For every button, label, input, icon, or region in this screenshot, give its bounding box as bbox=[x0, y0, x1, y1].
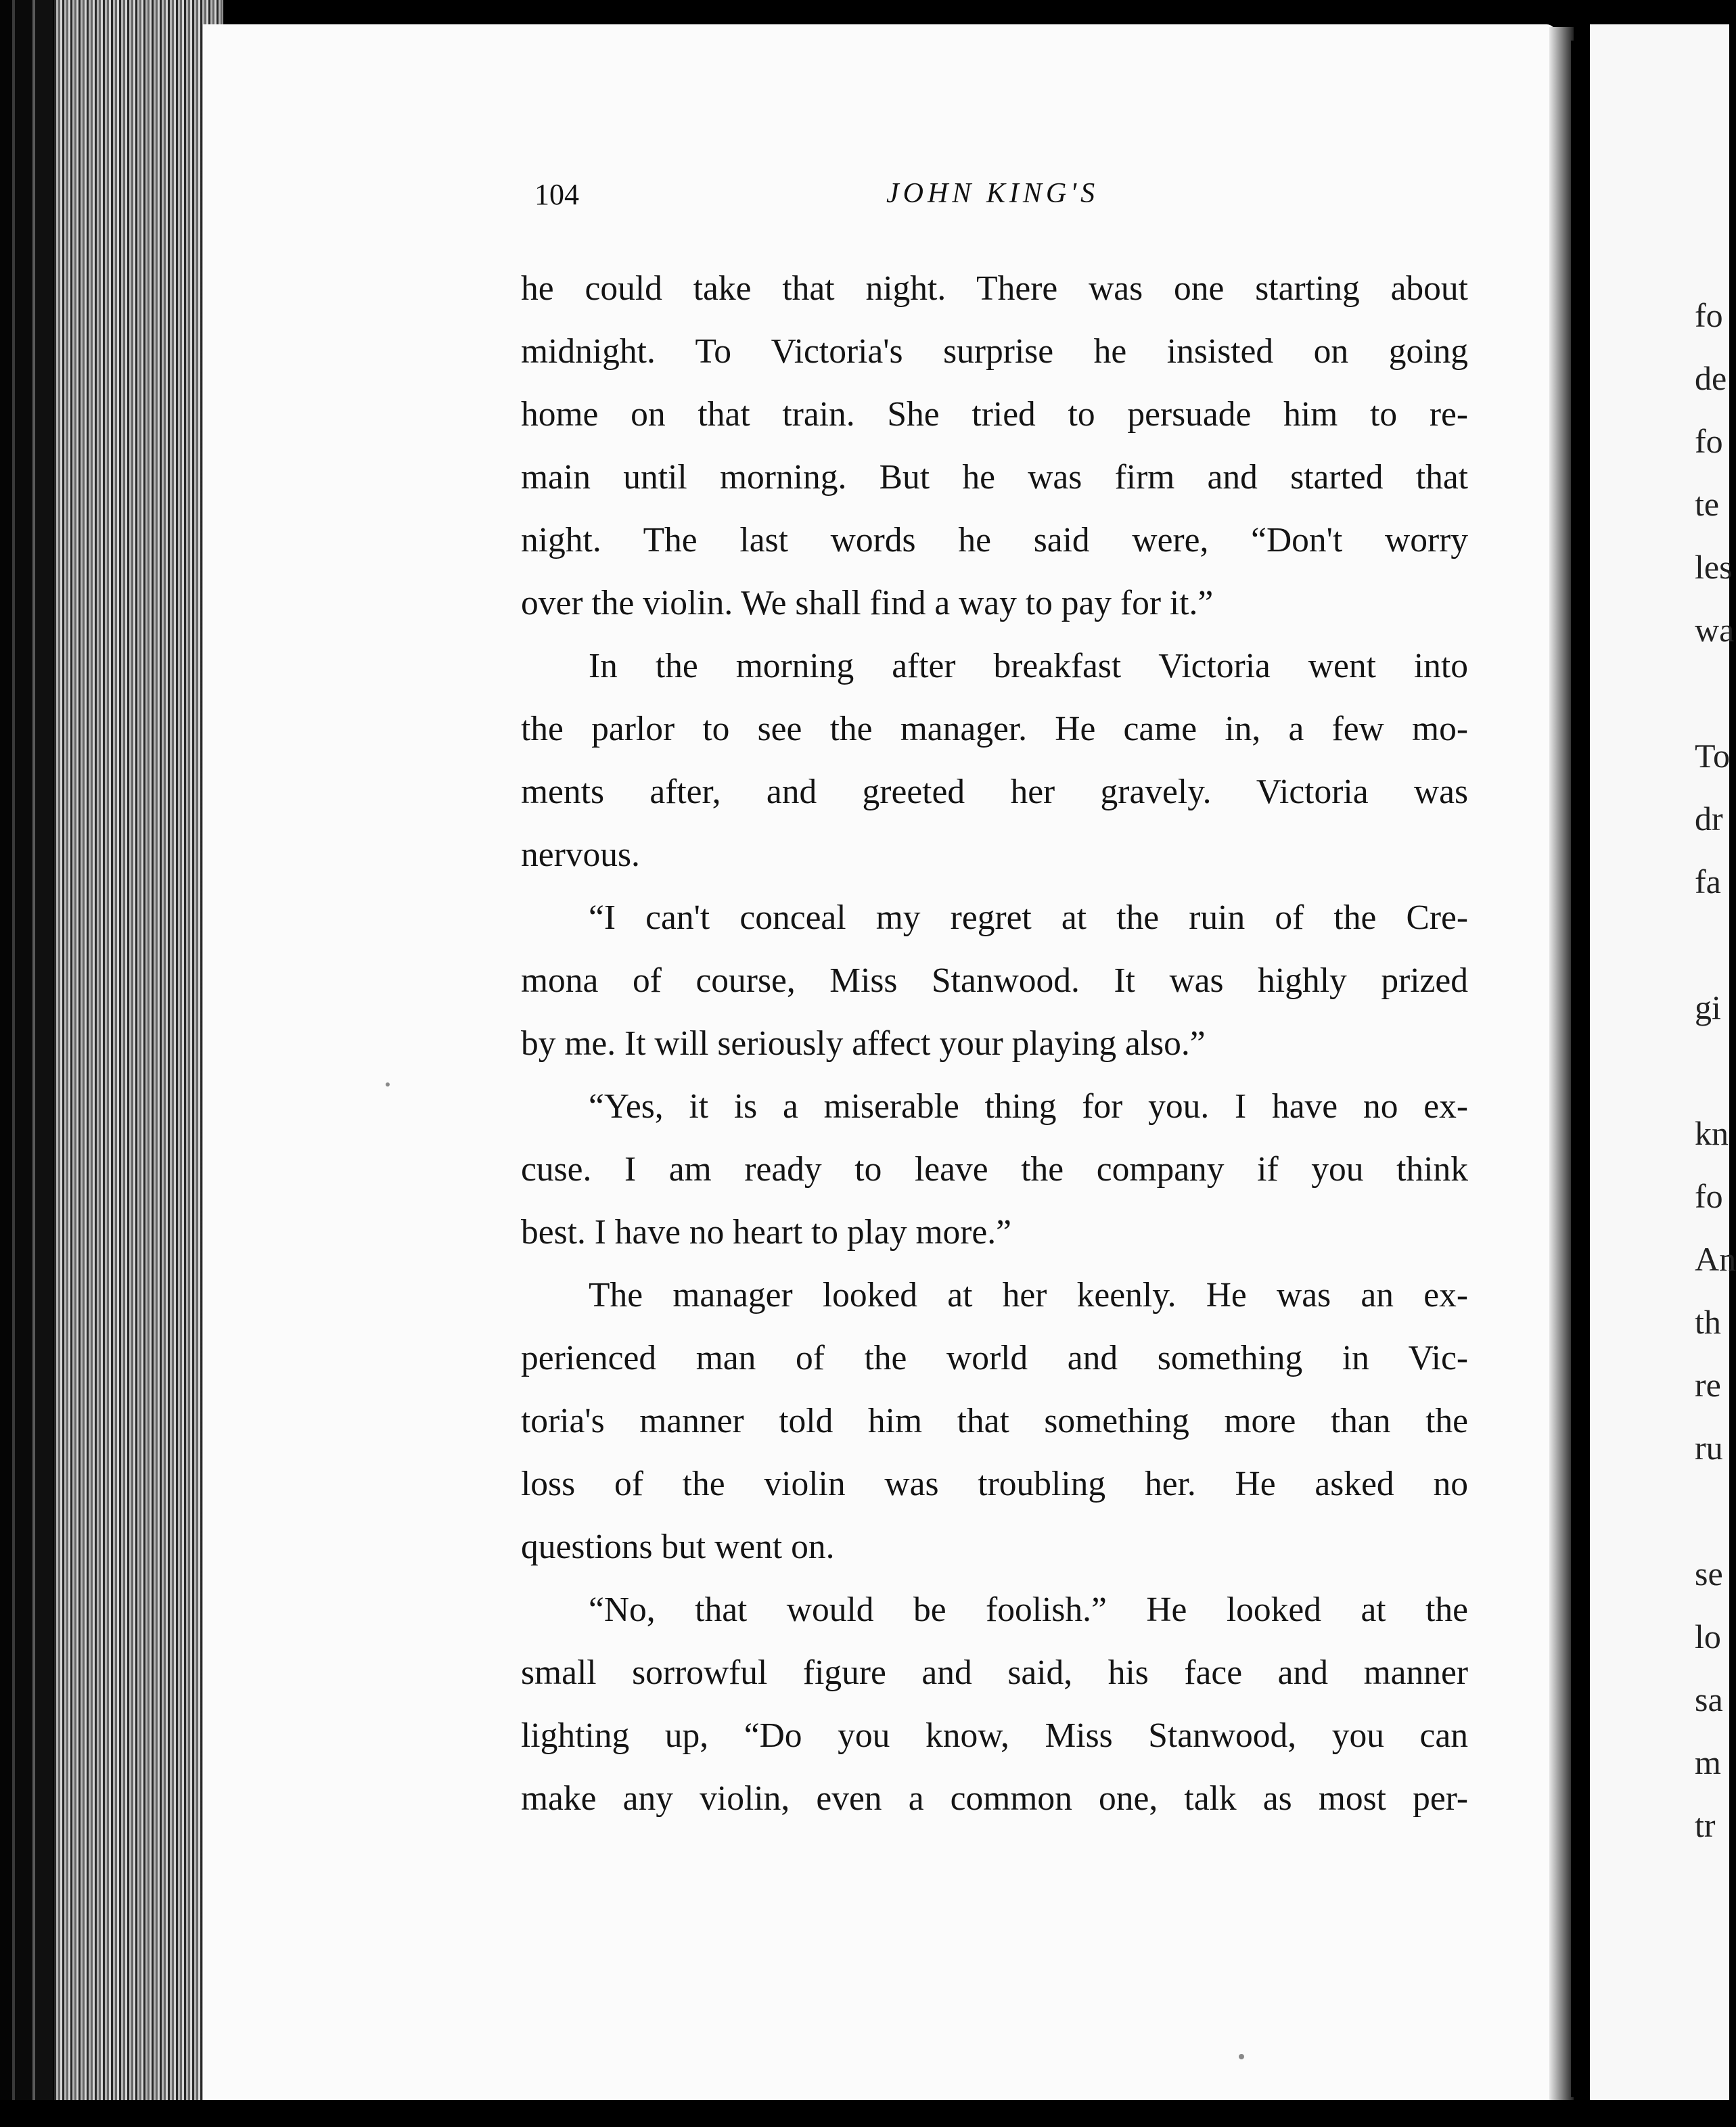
text-line: ments after, and greeted her gravely. Victoria was bbox=[521, 773, 1468, 811]
text-line: small sorrowful figure and said, his face and manner bbox=[521, 1653, 1468, 1692]
fragment-line: fa bbox=[1695, 863, 1721, 900]
text-line: perienced man of the world and something in Vic- bbox=[521, 1339, 1468, 1377]
fragment-line: gi bbox=[1695, 988, 1721, 1026]
page-edges bbox=[0, 0, 223, 2127]
text-line: make any violin, even a common one, talk as most per- bbox=[521, 1779, 1468, 1818]
text-line: questions but went on. bbox=[521, 1528, 835, 1566]
fragment-line: les bbox=[1695, 548, 1733, 586]
fragment-line: To bbox=[1695, 737, 1731, 775]
page-edges-striation bbox=[54, 0, 223, 2127]
fragment-line bbox=[1695, 1039, 1729, 1102]
paper-speck bbox=[386, 1082, 390, 1087]
fragment-line: wa bbox=[1695, 611, 1735, 649]
text-line: nervous. bbox=[521, 836, 640, 874]
running-head bbox=[534, 177, 1468, 218]
gutter-shadow bbox=[1549, 27, 1574, 2100]
fragment-line bbox=[1695, 913, 1729, 976]
text-line: “I can't conceal my regret at the ruin of the Cre- bbox=[589, 898, 1468, 937]
paper-speck bbox=[1239, 2054, 1244, 2059]
fragment-line: sa bbox=[1695, 1680, 1723, 1718]
text-line: home on that train. She tried to persuade him to re- bbox=[521, 395, 1468, 434]
scan-border-top bbox=[0, 0, 1729, 24]
fragment-line: fo bbox=[1695, 1177, 1723, 1215]
scan-border-bottom bbox=[0, 2100, 1729, 2127]
fragment-line: re bbox=[1695, 1366, 1721, 1404]
text-line: he could take that night. There was one starting about bbox=[521, 269, 1468, 308]
text-line: midnight. To Victoria's surprise he insisted on going bbox=[521, 332, 1468, 371]
fragment-line: An bbox=[1695, 1240, 1736, 1278]
text-line: by me. It will seriously affect your playing also.” bbox=[521, 1024, 1206, 1063]
fragment-line: tr bbox=[1695, 1806, 1716, 1844]
running-title: JOHN KING'S bbox=[886, 178, 1099, 209]
text-line: loss of the violin was troubling her. He asked no bbox=[521, 1465, 1468, 1503]
fragment-line: fo bbox=[1695, 422, 1723, 460]
fragment-line: lo bbox=[1695, 1618, 1721, 1655]
facing-page-text bbox=[1695, 284, 1736, 1857]
body-text bbox=[521, 257, 1468, 1830]
page-number: 104 bbox=[534, 178, 579, 211]
text-line: The manager looked at her keenly. He was an ex- bbox=[589, 1276, 1468, 1314]
text-line: the parlor to see the manager. He came in, a few mo- bbox=[521, 710, 1468, 748]
text-line: lighting up, “Do you know, Miss Stanwood, you can bbox=[521, 1716, 1468, 1755]
fragment-line: kn bbox=[1695, 1114, 1729, 1152]
text-line: “Yes, it is a miserable thing for you. I have no ex- bbox=[589, 1087, 1468, 1126]
text-line: mona of course, Miss Stanwood. It was highly prized bbox=[521, 961, 1468, 1000]
text-line: night. The last words he said were, “Don't worry bbox=[521, 521, 1468, 559]
text-line: main until morning. But he was firm and started that bbox=[521, 458, 1468, 497]
text-line: over the violin. We shall find a way to pay for it.” bbox=[521, 584, 1214, 622]
text-line: In the morning after breakfast Victoria went into bbox=[589, 647, 1468, 685]
fragment-line: se bbox=[1695, 1555, 1723, 1593]
fragment-line: m bbox=[1695, 1743, 1721, 1781]
fragment-line bbox=[1695, 662, 1729, 725]
text-line: toria's manner told him that something more than the bbox=[521, 1402, 1468, 1440]
fragment-line bbox=[1695, 1480, 1729, 1542]
fragment-line: th bbox=[1695, 1303, 1721, 1341]
fragment-line: te bbox=[1695, 485, 1720, 523]
text-line: cuse. I am ready to leave the company if you think bbox=[521, 1150, 1468, 1189]
fragment-line: ru bbox=[1695, 1429, 1723, 1467]
text-line: best. I have no heart to play more.” bbox=[521, 1213, 1012, 1252]
text-line: “No, that would be foolish.” He looked at the bbox=[589, 1591, 1468, 1629]
fragment-line: de bbox=[1695, 359, 1727, 397]
fragment-line: fo bbox=[1695, 296, 1723, 334]
fragment-line: dr bbox=[1695, 800, 1723, 838]
